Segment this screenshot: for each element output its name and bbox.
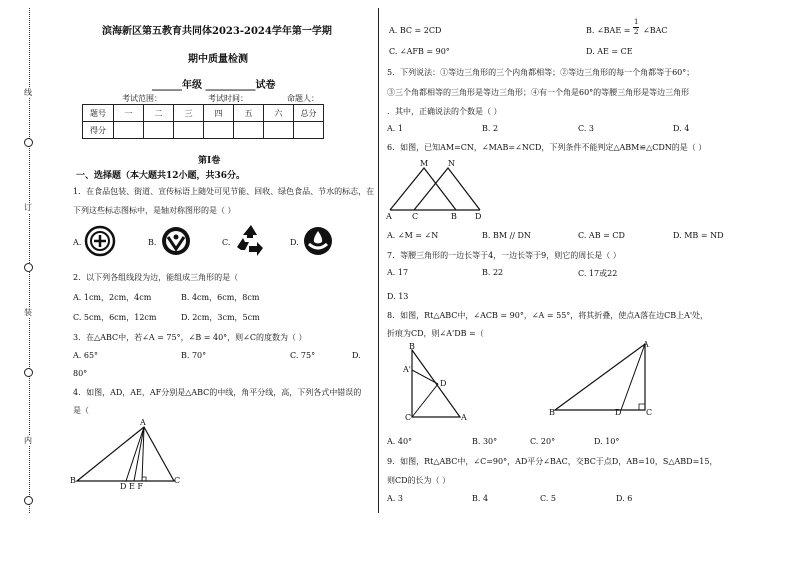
score-cell[interactable] bbox=[204, 122, 234, 139]
grade-line: ______年级 __________试卷 bbox=[152, 80, 276, 91]
q6-fig-label-m: M bbox=[420, 159, 429, 168]
q6-option-a[interactable]: A. ∠M = ∠N bbox=[387, 231, 439, 240]
score-table bbox=[82, 104, 324, 139]
q3-stem: 3．在△ABC中，若∠A = 75°，∠B = 40°，则∠C的度数为（ ） bbox=[73, 333, 307, 342]
q4-fig-label-c: C bbox=[174, 476, 181, 485]
exam-author: 命题人： bbox=[287, 94, 319, 103]
q4-option-a[interactable]: A. BC = 2CD bbox=[389, 26, 442, 35]
column-divider bbox=[378, 8, 379, 513]
q9-fig-label-a: A bbox=[643, 340, 649, 349]
q4-line1: 4．如图，AD，AE，AF分别是△ABC的中线，角平分线，高，下列各式中错误的 bbox=[73, 388, 362, 397]
score-header-cell: 五 bbox=[234, 105, 264, 122]
binding-margin bbox=[8, 8, 42, 513]
recycling-arrows-logo bbox=[233, 222, 269, 258]
q9-fig-label-d: D bbox=[615, 408, 622, 417]
q8-fig1-label-aprime: A' bbox=[403, 365, 411, 374]
q2-option-d[interactable]: D. 2cm，3cm，5cm bbox=[181, 313, 260, 322]
q3-option-c[interactable]: C. 75° bbox=[290, 351, 316, 360]
q1-line1: 1．在食品包装、街道、宣传标语上随处可见节能、回收、绿色食品、节水的标志，在 bbox=[73, 187, 375, 196]
score-header-cell: 二 bbox=[144, 105, 174, 122]
recycle-circle-logo bbox=[84, 225, 116, 257]
q8-fig1-label-c: C bbox=[405, 413, 412, 422]
q3-option-d[interactable]: D. bbox=[352, 351, 361, 360]
q5-line1: 5．下列说法：①等边三角形的三个内角都相等；②等边三角形的每一个角都等于60°； bbox=[387, 68, 695, 77]
q9-option-c[interactable]: C. 5 bbox=[540, 494, 557, 503]
score-cell[interactable] bbox=[144, 122, 174, 139]
q5-line3: ．其中，正确说法的个数是（ ） bbox=[387, 107, 502, 116]
water-saving-logo bbox=[302, 225, 334, 257]
q5-option-b[interactable]: B. 2 bbox=[482, 124, 499, 133]
score-cell[interactable] bbox=[294, 122, 324, 139]
score-row-label: 得分 bbox=[83, 122, 114, 139]
q9-fig-label-c: C bbox=[646, 408, 653, 417]
score-header-cell: 题号 bbox=[83, 105, 114, 122]
q8-option-a[interactable]: A. 40° bbox=[387, 437, 413, 446]
q6-fig-label-a: A bbox=[386, 212, 392, 221]
q6-fig-label-d: D bbox=[475, 212, 482, 221]
score-table-header-row bbox=[83, 105, 324, 122]
score-cell[interactable] bbox=[264, 122, 294, 139]
q8-line1: 8．如图，Rt△ABC中，∠ACB = 90°，∠A = 55°，将其折叠，使点A落在边CB上A'处， bbox=[387, 311, 709, 320]
q9-line1: 9．如图，Rt△ABC中，∠C=90°，AD平分∠BAC，交BC于点D，AB=10，S△ABD=15， bbox=[387, 457, 718, 466]
q2-stem: 2．以下列各组线段为边，能组成三角形的是（ bbox=[73, 273, 239, 282]
exam-range: 考试范围： bbox=[122, 94, 162, 103]
q8-option-b[interactable]: B. 30° bbox=[472, 437, 498, 446]
binding-char: 装 bbox=[24, 308, 32, 317]
q6-option-d[interactable]: D. MB = ND bbox=[673, 231, 724, 240]
q9-fig-label-b: B bbox=[549, 408, 555, 417]
q8-line2: 折痕为CD，则∠A'DB =（ bbox=[387, 329, 484, 338]
q9-option-a[interactable]: A. 3 bbox=[387, 494, 403, 503]
score-header-cell: 四 bbox=[204, 105, 234, 122]
q3-option-a[interactable]: A. 65° bbox=[73, 351, 99, 360]
q8-option-d[interactable]: D. 10° bbox=[594, 437, 620, 446]
q4-fig-label-b: B bbox=[70, 476, 76, 485]
score-header-cell: 一 bbox=[114, 105, 144, 122]
binding-char: 线 bbox=[24, 88, 32, 97]
fraction-numerator: 1 bbox=[634, 18, 639, 26]
q6-option-c[interactable]: C. AB = CD bbox=[578, 231, 625, 240]
page-title: 滨海新区第五教育共同体2023-2024学年第一学期 bbox=[102, 26, 332, 37]
exam-time: 考试时间： bbox=[208, 94, 248, 103]
q8-fig1-label-a: A bbox=[461, 413, 467, 422]
binding-circle bbox=[24, 368, 33, 377]
q9-triangle-figure bbox=[545, 338, 660, 418]
page-subtitle: 期中质量检测 bbox=[188, 54, 248, 65]
q3-option-d-value: 80° bbox=[73, 369, 88, 378]
q2-option-c[interactable]: C. 5cm，6cm，12cm bbox=[73, 313, 157, 322]
q2-option-b[interactable]: B. 4cm，6cm，8cm bbox=[181, 293, 260, 302]
score-cell[interactable] bbox=[114, 122, 144, 139]
q5-option-c[interactable]: C. 3 bbox=[578, 124, 595, 133]
binding-circle bbox=[24, 263, 33, 272]
q5-line2: ③三个角都相等的三角形是等边三角形；④有一个角是60°的等腰三角形是等边三角形 bbox=[387, 88, 690, 97]
q6-option-b[interactable]: B. BM // DN bbox=[482, 231, 531, 240]
binding-char: 订 bbox=[24, 203, 32, 212]
q4-fig-label-a: A bbox=[140, 418, 146, 427]
score-cell[interactable] bbox=[234, 122, 264, 139]
q4-option-b-tail: ∠BAC bbox=[643, 26, 668, 35]
binding-char: 内 bbox=[24, 436, 32, 445]
score-cell[interactable] bbox=[174, 122, 204, 139]
binding-circle bbox=[24, 138, 33, 147]
q7-option-d[interactable]: D. 13 bbox=[387, 292, 409, 301]
q9-option-b[interactable]: B. 4 bbox=[472, 494, 489, 503]
q4-option-b[interactable]: B. ∠BAE = bbox=[586, 26, 631, 35]
q6-fig-label-c: C bbox=[412, 212, 419, 221]
q6-fig-label-n: N bbox=[448, 159, 455, 168]
q9-line2: 则CD的长为（ ） bbox=[387, 476, 451, 485]
q5-option-a[interactable]: A. 1 bbox=[387, 124, 403, 133]
score-table-row bbox=[83, 122, 324, 139]
score-header-cell: 总分 bbox=[294, 105, 324, 122]
score-header-cell: 六 bbox=[264, 105, 294, 122]
q7-option-b[interactable]: B. 22 bbox=[482, 268, 504, 277]
q2-option-a[interactable]: A. 1cm，2cm，4cm bbox=[73, 293, 152, 302]
q7-option-c[interactable]: C. 17或22 bbox=[578, 269, 618, 278]
section-heading: 一、选择题（本大题共12小题，共36分。 bbox=[76, 171, 246, 181]
q1-line2: 下列这些标志图标中，是轴对称图形的是（ ） bbox=[73, 206, 236, 215]
green-food-logo bbox=[160, 225, 192, 257]
q7-stem: 7．等腰三角形的一边长等于4，一边长等于9，则它的周长是（ ） bbox=[387, 251, 621, 260]
q4-fraction bbox=[633, 18, 639, 37]
q8-fig1-label-b: B bbox=[409, 342, 415, 351]
q1-label-b: B. bbox=[148, 238, 157, 247]
q4-fig-label-def: D E F bbox=[120, 482, 143, 491]
q6-stem: 6．如图，已知AM=CN，∠MAB=∠NCD，下列条件不能判定△ABM≌△CDN的是（ ） bbox=[387, 143, 707, 152]
q4-option-c[interactable]: C. ∠AFB = 90° bbox=[389, 47, 450, 56]
q1-label-c: C. bbox=[222, 238, 231, 247]
q7-option-a[interactable]: A. 17 bbox=[387, 268, 409, 277]
binding-circle bbox=[24, 496, 33, 505]
q1-label-d: D. bbox=[290, 238, 299, 247]
fraction-denominator: 2 bbox=[634, 28, 639, 36]
q9-option-d[interactable]: D. 6 bbox=[616, 494, 633, 503]
q8-fig1-label-d: D bbox=[440, 379, 447, 388]
q4-line2: 是（ bbox=[73, 406, 89, 415]
q5-option-d[interactable]: D. 4 bbox=[673, 124, 690, 133]
q4-option-d[interactable]: D. AE = CE bbox=[586, 47, 633, 56]
q8-option-c[interactable]: C. 20° bbox=[530, 437, 556, 446]
q6-fig-label-b: B bbox=[451, 212, 457, 221]
q3-option-b[interactable]: B. 70° bbox=[181, 351, 207, 360]
q1-label-a: A. bbox=[73, 238, 82, 247]
score-header-cell: 三 bbox=[174, 105, 204, 122]
volume-heading: 第Ⅰ卷 bbox=[198, 156, 221, 166]
